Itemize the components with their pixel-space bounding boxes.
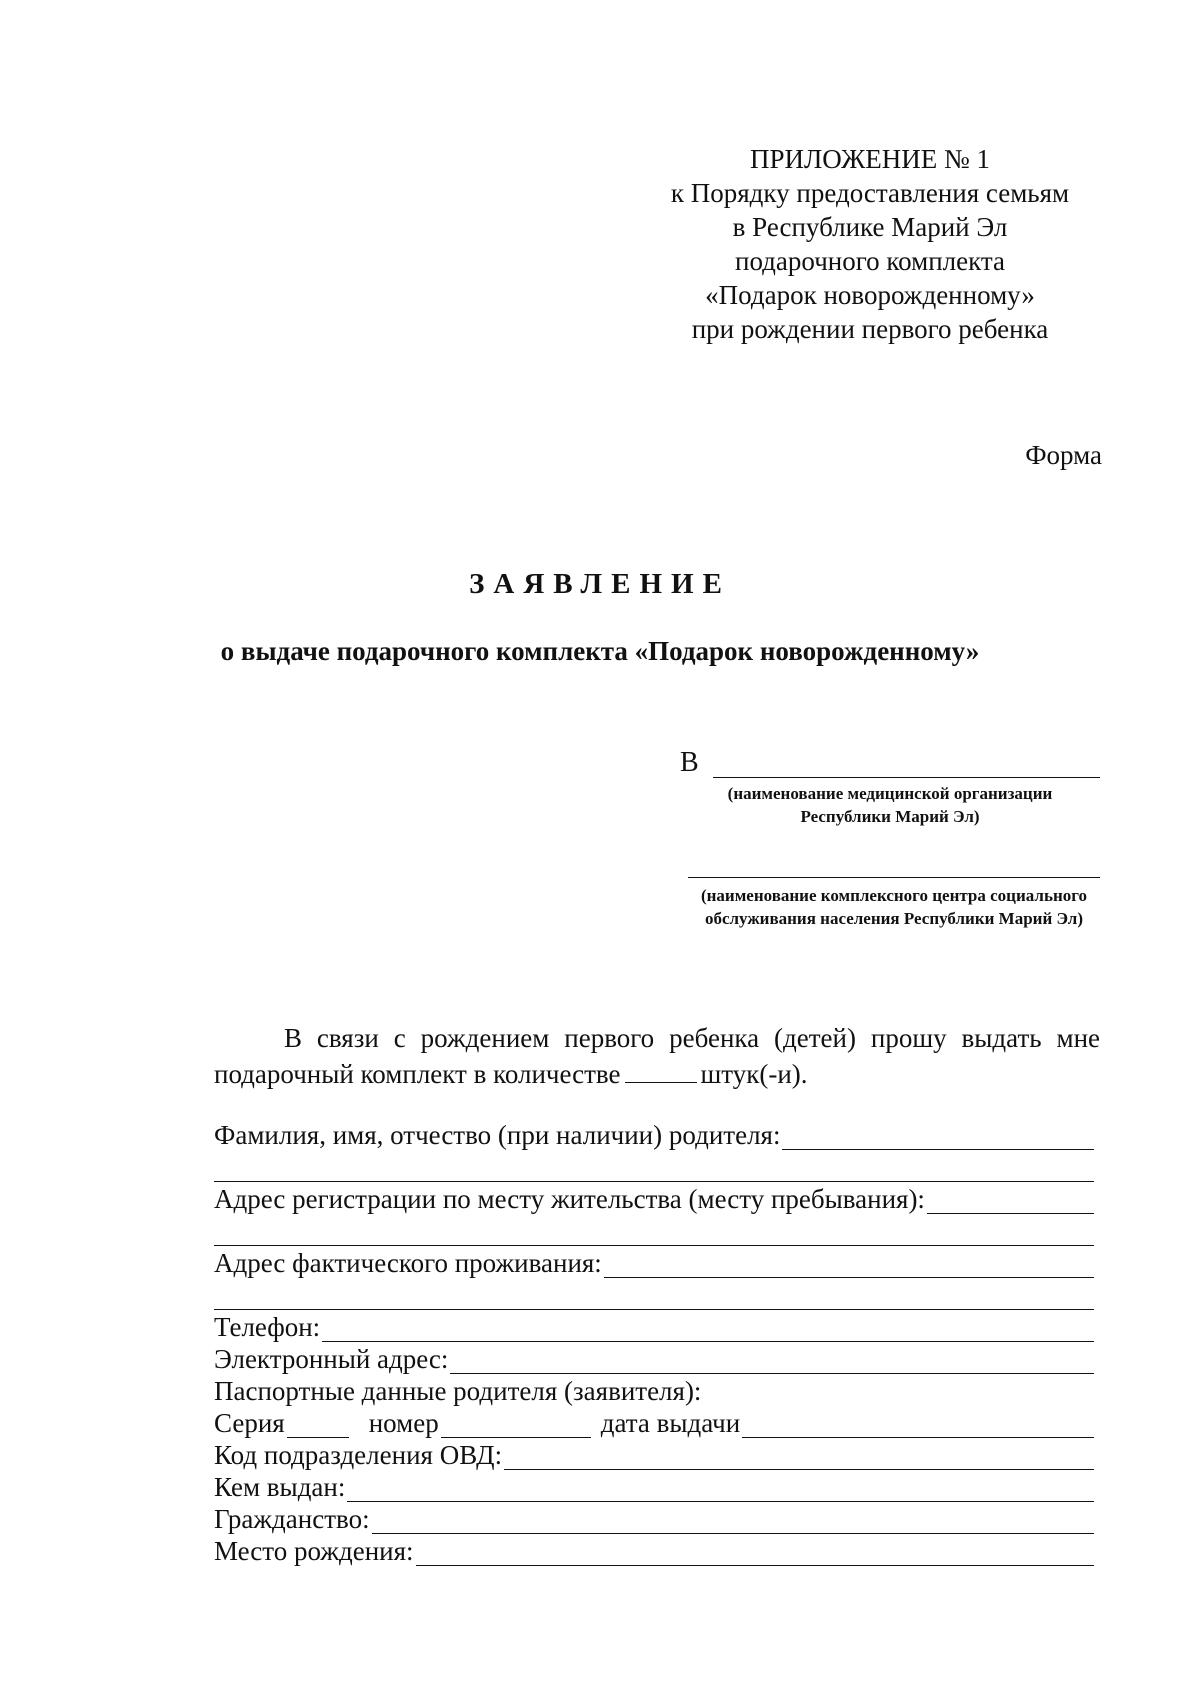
medical-org-note bbox=[680, 782, 1100, 828]
parent-name-field-line-2[interactable] bbox=[214, 1155, 1094, 1182]
appendix-line-6: при рождении первого ребенка bbox=[691, 314, 1049, 344]
email-label: Электронный адрес: bbox=[214, 1344, 449, 1374]
form-label: Форма bbox=[1025, 440, 1102, 470]
paragraph-text-end: штук(-и). bbox=[700, 1059, 808, 1089]
social-center-note-line-1: (наименование комплексного центра социального bbox=[700, 886, 1088, 905]
department-code-field[interactable] bbox=[504, 1443, 1094, 1470]
registration-address-field-line-2[interactable] bbox=[214, 1219, 1094, 1246]
number-field[interactable] bbox=[441, 1411, 591, 1438]
addressee-social-center bbox=[688, 848, 1100, 930]
citizenship-label: Гражданство: bbox=[214, 1504, 370, 1534]
department-code-label: Код подразделения ОВД: bbox=[214, 1440, 503, 1470]
appendix-line-2: к Порядку предоставления семьям bbox=[670, 178, 1070, 208]
document-title: ЗАЯВЛЕНИЕ bbox=[469, 568, 731, 600]
issue-date-label: дата выдачи bbox=[600, 1408, 741, 1438]
social-center-note bbox=[688, 884, 1100, 930]
issued-by-field[interactable] bbox=[347, 1475, 1094, 1502]
medical-org-note-line-1: (наименование медицинской организации bbox=[727, 784, 1053, 803]
number-label: номер bbox=[368, 1408, 439, 1438]
birthplace-field[interactable] bbox=[416, 1539, 1094, 1566]
applicant-fields bbox=[214, 1118, 1094, 1566]
registration-address-label: Адрес регистрации по месту жительства (месту пребывания): bbox=[214, 1184, 925, 1214]
phone-field[interactable] bbox=[322, 1315, 1094, 1342]
medical-org-field[interactable] bbox=[713, 747, 1100, 778]
appendix-line-1: ПРИЛОЖЕНИЕ № 1 bbox=[749, 144, 991, 174]
appendix-line-3: в Республике Марий Эл bbox=[732, 212, 1008, 242]
quantity-field[interactable] bbox=[625, 1058, 697, 1083]
parent-name-label: Фамилия, имя, отчество (при наличии) родителя: bbox=[214, 1120, 781, 1150]
registration-address-field[interactable] bbox=[927, 1187, 1094, 1214]
passport-heading: Паспортные данные родителя (заявителя): bbox=[214, 1376, 702, 1406]
series-field[interactable] bbox=[287, 1411, 349, 1438]
parent-name-field[interactable] bbox=[782, 1123, 1094, 1150]
phone-label: Телефон: bbox=[214, 1312, 321, 1342]
addressee-prefix: В bbox=[680, 747, 699, 778]
paragraph-text: В связи с рождением первого ребенка (детей) прошу выдать мне подарочный комплект в количестве bbox=[214, 1023, 1100, 1089]
social-center-field[interactable] bbox=[688, 847, 1100, 878]
appendix-line-4: подарочного комплекта bbox=[735, 246, 1005, 276]
email-field[interactable] bbox=[450, 1347, 1094, 1374]
addressee-medical bbox=[680, 738, 1100, 828]
appendix-header bbox=[640, 142, 1100, 346]
application-paragraph bbox=[214, 1020, 1100, 1092]
actual-address-field[interactable] bbox=[604, 1251, 1094, 1278]
citizenship-field[interactable] bbox=[372, 1507, 1094, 1534]
issue-date-field[interactable] bbox=[742, 1411, 1094, 1438]
actual-address-field-line-2[interactable] bbox=[214, 1283, 1094, 1310]
social-center-note-line-2: обслуживания населения Республики Марий Эл) bbox=[704, 909, 1084, 928]
document-subtitle: о выдаче подарочного комплекта «Подарок новорожденному» bbox=[220, 636, 980, 666]
appendix-line-5: «Подарок новорожденному» bbox=[705, 280, 1035, 310]
actual-address-label: Адрес фактического проживания: bbox=[214, 1248, 602, 1278]
issued-by-label: Кем выдан: bbox=[214, 1472, 346, 1502]
birthplace-label: Место рождения: bbox=[214, 1536, 414, 1566]
series-label: Серия bbox=[214, 1408, 285, 1438]
medical-org-note-line-2: Республики Марий Эл) bbox=[800, 807, 980, 826]
